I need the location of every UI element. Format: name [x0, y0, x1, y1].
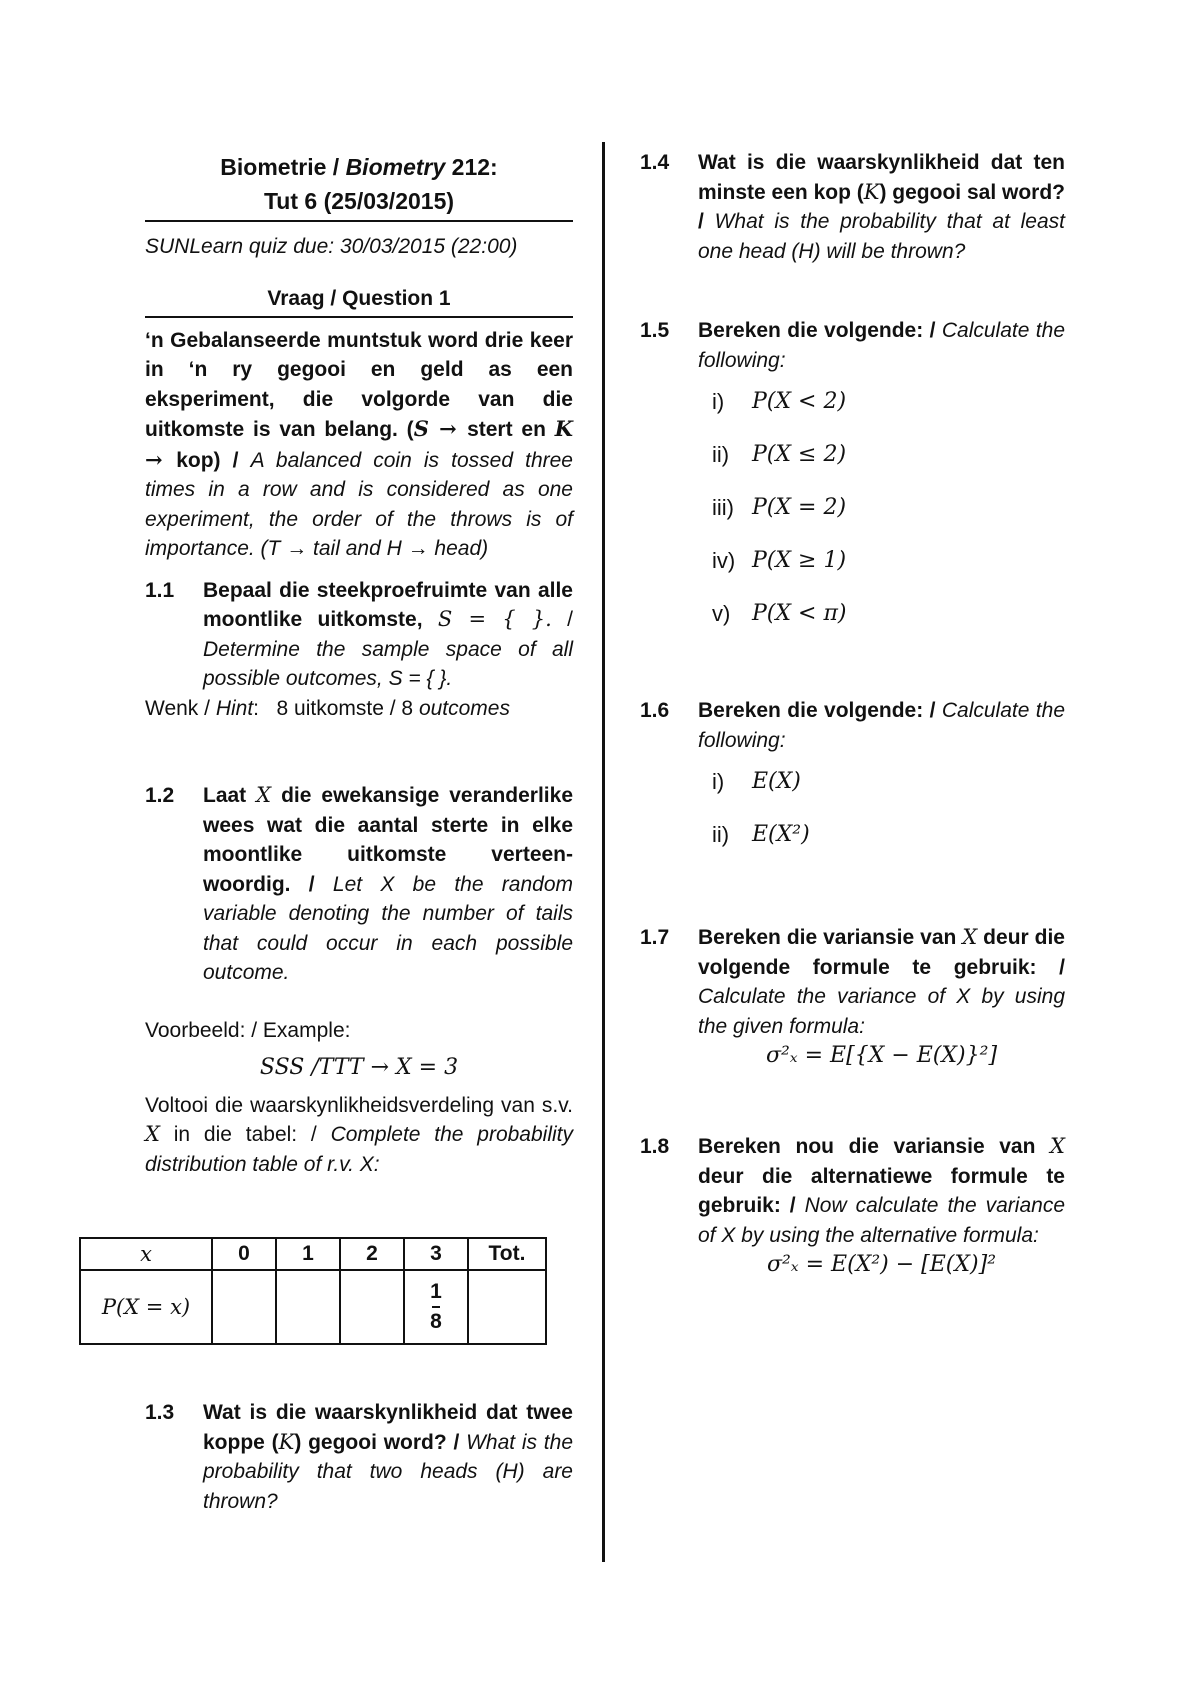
- q1-4-var: K: [863, 179, 880, 204]
- hint-label-eng: Hint: [215, 696, 254, 720]
- quiz-due-note: SUNLearn quiz due: 30/03/2015 (22:00): [145, 235, 518, 258]
- q1-5-afr: Bereken die volgende: /: [698, 319, 942, 342]
- q1-1-eng: Determine the sample space of all possible outcomes, S = { }.: [203, 637, 573, 690]
- example-formula: SSS /TTT → X = 3: [259, 1055, 459, 1080]
- q1-5-item-v: [640, 599, 1065, 652]
- question-1-1: [145, 576, 573, 694]
- q1-6-item-i: [640, 767, 1065, 820]
- hint-text-eng: outcomes: [418, 696, 510, 720]
- q1-2-afr-a: Laat: [203, 784, 257, 807]
- question-1-3: [145, 1398, 573, 1516]
- item-label: ii): [712, 442, 730, 467]
- table-cell-total[interactable]: [468, 1270, 546, 1344]
- intro-map-k: K →: [145, 416, 573, 472]
- item-expr: E(X²): [752, 822, 810, 847]
- table-cell-2[interactable]: [340, 1270, 404, 1344]
- question-number: 1.4: [640, 151, 670, 174]
- q1-6-eng: Calculate the following:: [698, 699, 1066, 752]
- item-expr: P(X = 2): [752, 495, 847, 520]
- q1-1-sep: /: [551, 608, 574, 631]
- item-label: iv): [712, 548, 736, 573]
- document-title: [145, 150, 573, 218]
- hint-text-afr: 8 uitkomste / 8: [276, 696, 419, 720]
- intro-map-k-word: kop) /: [176, 448, 251, 472]
- q1-3-var: K: [278, 1429, 295, 1454]
- table-row-label: P(X = x): [80, 1270, 212, 1344]
- q1-7-afr-b: deur die volgende formule te gebruik: /: [698, 926, 1065, 979]
- q1-3-afr-a: Wat is die waarskynlikheid dat twee koppe (: [203, 1401, 573, 1454]
- example-label: Voorbeeld: / Example:: [145, 1018, 351, 1042]
- question-1-5: [640, 316, 1065, 375]
- table-header-row: [80, 1238, 546, 1270]
- intro-eng: A balanced coin is tossed three times in a row and is considered as one experiment, the order of the throws is of importance. (T → tail and H → head): [145, 448, 573, 560]
- table-header-total: Tot.: [468, 1238, 546, 1270]
- question-1-4: [640, 148, 1065, 266]
- item-expr: P(X ≥ 1): [752, 548, 847, 573]
- right-column: [640, 148, 1065, 1277]
- q1-7-var: X: [962, 925, 978, 949]
- title-eng: Biometry: [345, 154, 446, 180]
- q1-6-item-ii: [640, 820, 1065, 873]
- table-probability-row: [80, 1270, 546, 1344]
- fraction-numerator: 1: [430, 1280, 442, 1303]
- item-label: iii): [712, 495, 734, 520]
- q1-8-var: X: [1050, 1134, 1065, 1158]
- table-cell-3: [404, 1270, 468, 1344]
- q1-5-items: [640, 387, 1065, 652]
- table-cell-0[interactable]: [212, 1270, 276, 1344]
- q1-3-eng: What is the probability that two heads (H) are thrown?: [203, 1430, 574, 1513]
- question-number: 1.6: [640, 699, 670, 722]
- q1-5-item-ii: [640, 440, 1065, 493]
- q1-5-item-i: [640, 387, 1065, 440]
- complete-var: X: [145, 1122, 160, 1146]
- q1-4-eng: What is the probability that at least one head (H) will be thrown?: [698, 210, 1066, 263]
- q1-6-afr: Bereken die volgende: /: [698, 699, 942, 722]
- q1-7-afr-a: Bereken die variansie van: [698, 926, 963, 949]
- complete-eng: Complete the probability distribution table of r.v. X:: [145, 1123, 573, 1176]
- title-afr: Biometrie /: [220, 154, 346, 180]
- question-heading: Vraag / Question 1: [267, 286, 451, 310]
- complete-afr-b: in die tabel: /: [159, 1123, 331, 1146]
- q1-5-item-iii: [640, 493, 1065, 546]
- hint-label-afr: Wenk /: [145, 696, 216, 720]
- title-code: 212:: [445, 154, 498, 180]
- fraction-denominator: 8: [430, 1310, 442, 1333]
- alternative-variance-formula: σ²ₓ = E(X²) − [E(X)]²: [766, 1252, 997, 1277]
- q1-4-afr-a: Wat is die waarskynlikheid dat ten minste een kop (: [698, 151, 1065, 204]
- hint-line: [145, 694, 573, 724]
- intro-afr: ‘n Gebalanseerde muntstuk word drie keer in ‘n ry gegooi en geld as een eksperiment, die volgorde van die uitkomste is van belang. (: [145, 328, 573, 441]
- q1-8-afr-a: Bereken nou die variansie van: [698, 1135, 1051, 1158]
- question-intro: [145, 326, 573, 564]
- q1-1-afr: Bepaal die steekproefruimte van alle moontlike uitkomste,: [203, 578, 573, 631]
- item-expr: P(X ≤ 2): [752, 442, 847, 467]
- title-rule: [145, 220, 573, 222]
- item-expr: P(X < π): [752, 601, 847, 626]
- intro-map-s-word: stert en: [467, 418, 555, 441]
- question-1-6: [640, 696, 1065, 755]
- question-number: 1.2: [145, 784, 175, 807]
- probability-distribution-table: [79, 1237, 547, 1345]
- left-column: [145, 150, 573, 1179]
- fraction-one-eighth: [430, 1280, 442, 1334]
- question-1-2: [145, 781, 573, 988]
- q1-2-afr-b: die ewekansige veranderlike wees wat die aantal sterte in elke moontlike uitkomste verteen-woordig. /: [203, 784, 573, 896]
- complete-instruction: [145, 1091, 573, 1180]
- q1-1-set: S = { }.: [437, 607, 552, 631]
- question-1-8: [640, 1132, 1065, 1250]
- heading-rule: [145, 316, 573, 318]
- table-cell-1[interactable]: [276, 1270, 340, 1344]
- q1-5-item-iv: [640, 546, 1065, 599]
- item-label: i): [712, 389, 725, 414]
- q1-8-eng: Now calculate the variance of X by using the alternative formula:: [698, 1194, 1065, 1247]
- column-divider: [602, 142, 605, 1562]
- q1-3-afr-b: ) gegooi word? /: [294, 1430, 467, 1454]
- q1-2-eng: Let X be the random variable denoting the number of tails that could occur in each possible outcome.: [203, 872, 574, 984]
- variance-formula: σ²ₓ = E[{X − E(X)}²]: [765, 1043, 998, 1068]
- item-expr: E(X): [752, 769, 801, 794]
- table-header-0: 0: [212, 1238, 276, 1270]
- item-label: i): [712, 769, 725, 794]
- q1-5-eng: Calculate the following:: [698, 319, 1066, 372]
- intro-map-s: S →: [413, 416, 468, 441]
- table-header-3: 3: [404, 1238, 468, 1270]
- question-number: 1.5: [640, 319, 670, 342]
- question-number: 1.8: [640, 1135, 670, 1158]
- question-number: 1.7: [640, 926, 670, 949]
- question-number: 1.3: [145, 1401, 175, 1424]
- table-header-1: 1: [276, 1238, 340, 1270]
- item-expr: P(X < 2): [752, 389, 847, 414]
- item-label: ii): [712, 822, 730, 847]
- table-header-2: 2: [340, 1238, 404, 1270]
- question-1-7: [640, 923, 1065, 1041]
- q1-6-items: [640, 767, 1065, 873]
- item-label: v): [712, 601, 731, 626]
- hint-colon: :: [253, 696, 260, 720]
- q1-4-afr-b: ) gegooi sal word? /: [698, 180, 1065, 233]
- fraction-bar: [432, 1306, 440, 1308]
- complete-afr-a: Voltooi die waarskynlikheidsverdeling van s.v.: [145, 1093, 573, 1117]
- table-header-x: x: [80, 1238, 212, 1270]
- tutorial-date: Tut 6 (25/03/2015): [263, 188, 455, 214]
- q1-2-var: X: [256, 783, 272, 807]
- q1-8-afr-b: deur die alternatiewe formule te gebruik: /: [698, 1164, 1065, 1217]
- q1-7-eng: Calculate the variance of X by using the given formula:: [698, 985, 1065, 1038]
- question-number: 1.1: [145, 578, 175, 602]
